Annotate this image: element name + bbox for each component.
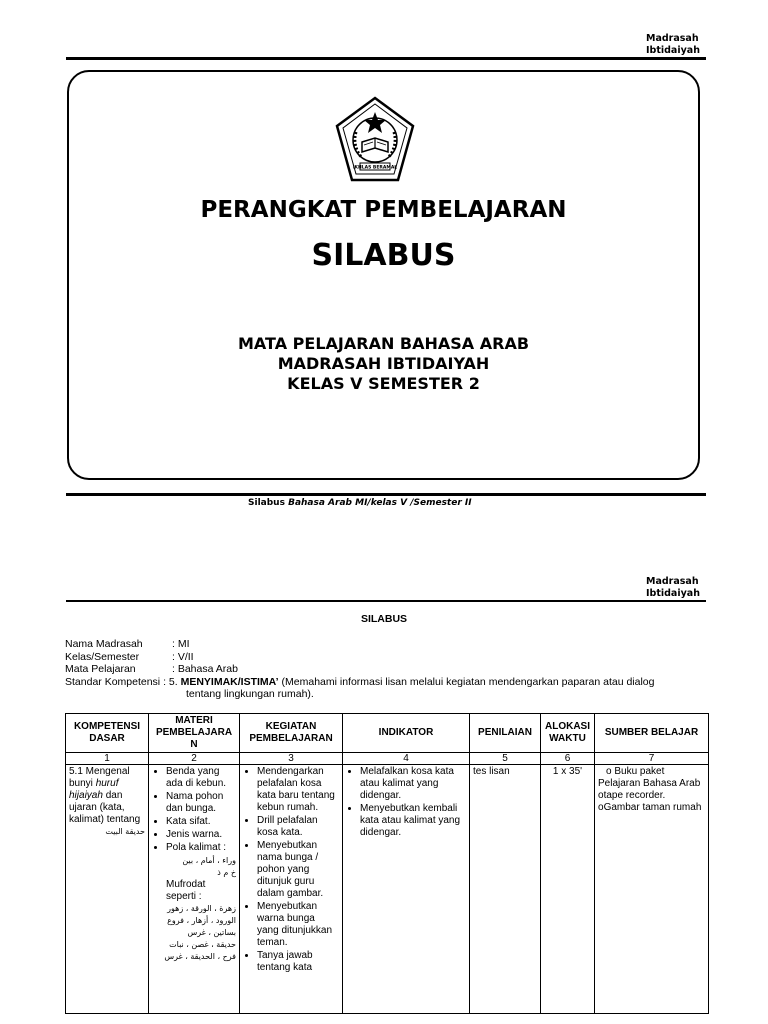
kd-italic: huruf hijaiyah [69, 778, 119, 801]
cell-kompetensi [66, 765, 149, 1014]
info-row [65, 651, 655, 664]
page2-school-line2: Ibtidaiyah [646, 588, 700, 599]
page2-header-rule [66, 600, 706, 602]
materi-arabic-line: زهرة ، الورقة ، زهور [167, 904, 236, 913]
info-row [65, 638, 655, 651]
sumber-text: tape recorder. [603, 790, 666, 801]
sumber-item [598, 802, 705, 814]
circle-bullet-icon: o [598, 790, 604, 801]
col-number: 7 [595, 753, 709, 765]
emblem-motto: IKHLAS BERAMAL [352, 165, 398, 171]
footer-caption [248, 498, 472, 508]
page2-school-name [646, 576, 706, 600]
col-number: 2 [149, 753, 240, 765]
col-header-materi: MATERI PEMBELAJARA N [149, 714, 240, 753]
sk-bold: MENYIMAK/ISTIMA’ [180, 675, 279, 688]
list-item: • Kata sifat. [166, 816, 236, 828]
info-label: Nama Madrasah [65, 638, 143, 650]
col-header-alokasi: ALOKASI WAKTU [541, 714, 595, 753]
syllabus-info [65, 638, 655, 701]
cover-subject-block [67, 334, 700, 394]
kd-suffix: dan ujaran (kata, kalimat) tentang [69, 790, 141, 825]
header-rule [66, 57, 706, 60]
materi-arabic-pattern: وراء ، أمام ، بين [182, 856, 236, 865]
sumber-text: Gambar taman rumah [603, 802, 702, 813]
cover-title: PERANGKAT PEMBELAJARAN [200, 197, 567, 223]
footer-italic: Bahasa Arab MI/kelas V /Semester II [288, 498, 472, 508]
standar-kompetensi [65, 676, 655, 689]
list-item: • Menyebutkan warna bunga yang ditunjukkan teman. [257, 901, 339, 949]
footer-prefix: Silabus [248, 498, 289, 508]
materi-arabic-letters: خ م ذ [217, 868, 236, 877]
kegiatan-list [243, 766, 339, 974]
col-number: 3 [240, 753, 343, 765]
table-header-row [66, 714, 709, 753]
materi-arabic-line: حديقة ، غصن ، نبات [169, 940, 236, 949]
info-label: Mata Pelajaran [65, 663, 136, 675]
page2-school-line1: Madrasah [646, 576, 699, 587]
cell-alokasi: 1 x 35' [541, 765, 595, 1014]
info-label: Kelas/Semester [65, 650, 140, 663]
sk-text-line2: tentang lingkungan rumah). [186, 688, 314, 700]
cover-subtitle: SILABUS [311, 238, 456, 273]
header-school-name [646, 33, 706, 57]
sumber-item [598, 766, 705, 790]
col-number: 5 [470, 753, 541, 765]
col-header-kompetensi: KOMPETENSI DASAR [66, 714, 149, 753]
indikator-list [346, 766, 466, 839]
list-item: • Jenis warna. [166, 829, 236, 841]
list-item: • Menyebutkan nama bunga / pohon yang ditunjuk guru dalam gambar. [257, 840, 339, 900]
circle-bullet-icon: o [598, 802, 604, 813]
cell-indikator [343, 765, 470, 1014]
syllabus-table [65, 713, 709, 1014]
info-value: : MI [172, 638, 190, 650]
materi-list [152, 766, 236, 854]
list-item: • Drill pelafalan kosa kata. [257, 815, 339, 839]
materi-arabic-line: فرح ، الحديقة ، غرس [164, 952, 236, 961]
col-header-sumber: SUMBER BELAJAR [595, 714, 709, 753]
list-item: • Tanya jawab tentang kata [257, 950, 339, 974]
list-item: • Benda yang ada di kebun. [166, 766, 236, 790]
info-row [65, 663, 655, 676]
header-school-line2: Ibtidaiyah [646, 45, 700, 56]
materi-arabic-line: الورود ، أزهار ، فروع [167, 916, 236, 925]
list-item: • Nama pohon dan bunga. [166, 791, 236, 815]
sk-text: (Memahami informasi lisan melalui kegiatan mendengarkan paparan atau dialog [278, 675, 655, 688]
materi-arabic-line: بساتين ، غرس [187, 928, 236, 937]
list-item: • Melafalkan kosa kata atau kalimat yang didengar. [360, 766, 466, 802]
col-header-penilaian: PENILAIAN [470, 714, 541, 753]
ministry-emblem-icon [334, 94, 416, 186]
cover-subject-line2: MADRASAH IBTIDAIYAH [277, 354, 490, 373]
footer-rule [66, 493, 706, 496]
cover-subject-line3: KELAS V SEMESTER 2 [287, 374, 480, 393]
sk-label: Standar Kompetensi [65, 675, 161, 688]
list-item: • Mendengarkan pelafalan kosa kata baru tentang kebun rumah. [257, 766, 339, 814]
col-number: 1 [66, 753, 149, 765]
page2-heading: SILABUS [360, 613, 408, 625]
materi-mufrodat: Mufrodat seperti : [166, 879, 206, 902]
header-school-line1: Madrasah [646, 33, 699, 44]
info-value: : V/II [172, 650, 194, 663]
cell-kegiatan [240, 765, 343, 1014]
list-item: • Menyebutkan kembali kata atau kalimat yang didengar. [360, 803, 466, 839]
info-value: : Bahasa Arab [172, 663, 238, 675]
col-number: 4 [343, 753, 470, 765]
circle-bullet-icon: o [606, 766, 612, 777]
sumber-item [598, 790, 705, 802]
sk-prefix: : 5. [160, 675, 181, 688]
col-number: 6 [541, 753, 595, 765]
cell-materi [149, 765, 240, 1014]
table-number-row [66, 753, 709, 765]
cover-subject-line1: MATA PELAJARAN BAHASA ARAB [237, 334, 530, 353]
sumber-text: Buku paket Pelajaran Bahasa Arab [598, 766, 701, 789]
cell-sumber [595, 765, 709, 1014]
col-header-indikator: INDIKATOR [343, 714, 470, 753]
table-row [66, 765, 709, 1014]
cell-penilaian: tes lisan [470, 765, 541, 1014]
kd-arabic: حديقة البيت [105, 827, 145, 836]
kd-prefix: 5.1 Mengenal bunyi [69, 766, 130, 789]
list-item: • Pola kalimat : [166, 842, 236, 854]
col-header-kegiatan: KEGIATAN PEMBELAJARAN [240, 714, 343, 753]
